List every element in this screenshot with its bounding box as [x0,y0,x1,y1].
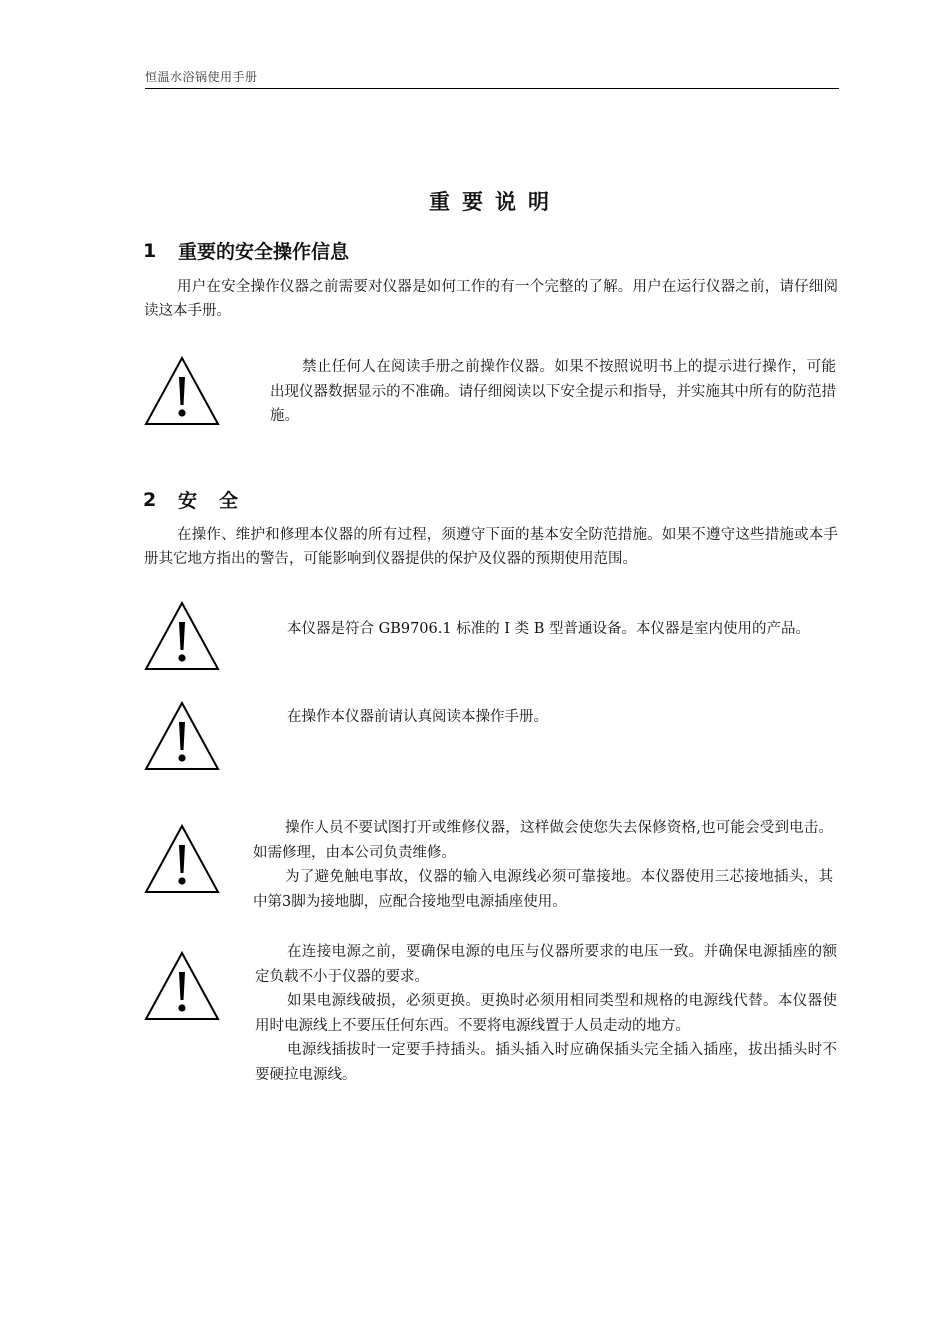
section-number: 2 [143,488,157,511]
warning-block-4 [253,816,833,914]
warning-paragraph: 在操作本仪器前请认真阅读本操作手册。 [287,709,548,725]
document-title: 重要说明 [429,190,561,214]
page-header [145,66,839,89]
warning-triangle-icon [143,600,221,672]
section-title: 安全 [178,490,261,512]
warning-paragraph: 操作人员不要试图打开或维修仪器，这样做会使您失去保修资格,也可能会受到电击。如需修理，由本公司负责维修。 [253,820,833,861]
section-heading-1 [143,237,349,264]
section-title: 重要的安全操作信息 [178,241,350,263]
warning-paragraph: 在连接电源之前，要确保电源的电压与仪器所要求的电压一致。并确保电源插座的额定负载不小于仪器的要求。 [255,944,837,985]
warning-triangle-icon [143,823,221,895]
warning-triangle-icon [143,950,221,1022]
warning-paragraph: 本仪器是符合 GB9706.1 标准的 I 类 B 型普通设备。本仪器是室内使用的产品。 [287,621,811,637]
section-2-paragraph: 在操作、维护和修理本仪器的所有过程，须遵守下面的基本安全防范措施。如果不遵守这些措施或本手册其它地方指出的警告，可能影响到仪器提供的保护及仪器的预期使用范围。 [144,527,838,567]
warning-paragraph: 电源线插拔时一定要手持插头。插头插入时应确保插头完全插入插座，拔出插头时不要硬拉电源线。 [255,1042,837,1083]
section-1-paragraph: 用户在安全操作仪器之前需要对仪器是如何工作的有一个完整的了解。用户在运行仪器之前，请仔细阅读这本手册。 [144,279,838,319]
section-number: 1 [143,239,157,262]
warning-block-2 [255,617,823,642]
warning-triangle-icon [143,355,221,427]
warning-triangle-icon [143,700,221,772]
warning-block-3 [255,705,823,730]
section-heading-2 [143,486,260,513]
warning-paragraph: 为了避免触电事故，仪器的输入电源线必须可靠接地。本仪器使用三芯接地插头，其中第3脚为接地脚，应配合接地型电源插座使用。 [253,869,833,910]
warning-paragraph: 禁止任何人在阅读手册之前操作仪器。如果不按照说明书上的提示进行操作，可能出现仪器数据显示的不准确。请仔细阅读以下安全提示和指导，并实施其中所有的防范措施。 [270,359,836,424]
header-title: 恒温水浴锅使用手册 [145,70,258,84]
warning-block-1 [270,355,836,429]
warning-block-5 [255,940,837,1087]
warning-paragraph: 如果电源线破损，必须更换。更换时必须用相同类型和规格的电源线代替。本仪器使用时电源线上不要压任何东西。不要将电源线置于人员走动的地方。 [255,993,837,1034]
